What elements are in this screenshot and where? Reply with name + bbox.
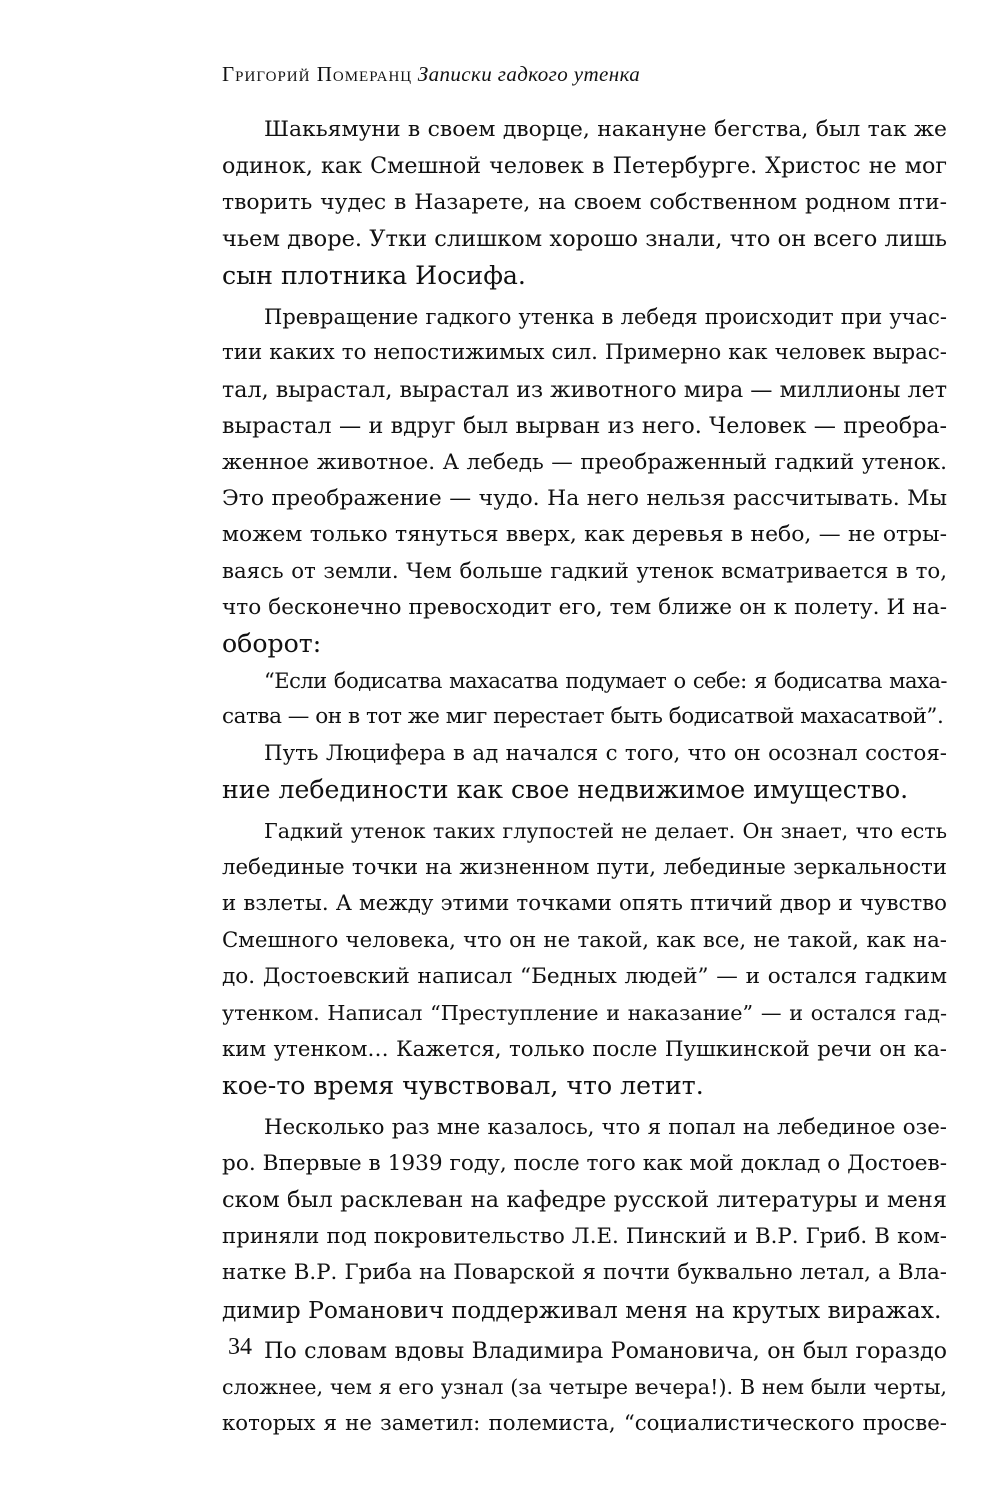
text-line: оборот: xyxy=(222,629,322,659)
text-line: ро. Впервые в 1939 году, после того как мой доклад о Достоев- xyxy=(222,1150,947,1176)
paragraph xyxy=(222,1110,947,1328)
text-line: лебединые точки на жизненном пути, лебединые зеркальности xyxy=(222,854,947,880)
text-line: тал, вырастал, вырастал из животного мира — миллионы лет xyxy=(222,376,947,403)
text-line: ким утенком… Кажется, только после Пушкинской речи он ка- xyxy=(222,1036,947,1062)
paragraph xyxy=(222,1333,947,1442)
text-line: чьем дворе. Утки слишком хорошо знали, что он всего лишь xyxy=(222,226,947,253)
quote-paragraph xyxy=(222,663,947,736)
text-line: которых я не заметил: полемиста, “социалистического просве- xyxy=(222,1410,947,1436)
text-line: Путь Люцифера в ад начался с того, что он осознал состоя- xyxy=(264,740,947,766)
text-line: сложнее, чем я его узнал (за четыре вечера!). В нем были черты, xyxy=(222,1375,947,1400)
page-number: 34 xyxy=(228,1334,252,1360)
text-line: ском был расклеван на кафедре русской литературы и меня xyxy=(222,1187,947,1214)
paragraph xyxy=(222,299,947,663)
text-line: вырастал — и вдруг был вырван из него. Человек — преобра- xyxy=(222,413,947,440)
text-line: Несколько раз мне казалось, что я попал на лебединое озе- xyxy=(264,1114,947,1140)
text-line: Превращение гадкого утенка в лебедя происходит при учас- xyxy=(264,304,947,329)
text-line: утенком. Написал “Преступление и наказание” — и остался гад- xyxy=(222,1001,947,1026)
text-line: приняли под покровительство Л.Е. Пинский и В.Р. Гриб. В ком- xyxy=(222,1223,947,1249)
text-line: Гадкий утенок таких глупостей не делает. Он знает, что есть xyxy=(264,819,947,844)
text-line: Смешного человека, что он не такой, как все, не такой, как на- xyxy=(222,927,947,953)
text-line: сын плотника Иосифа. xyxy=(222,260,526,290)
text-line: можем только тянуться вверх, как деревья в небо, — не отры- xyxy=(222,522,947,548)
paragraph xyxy=(222,813,947,1104)
text-line: до. Достоевский написал “Бедных людей” — и остался гадким xyxy=(222,963,947,989)
text-line: одинок, как Смешной человек в Петербурге. Христос не мог xyxy=(222,153,947,180)
text-line: Шакьямуни в своем дворце, накануне бегства, был так же xyxy=(264,117,947,142)
text-line: творить чудес в Назарете, на своем собственном родном пти- xyxy=(222,189,947,215)
text-line: димир Романович поддерживал меня на крутых виражах. xyxy=(222,1295,942,1324)
paragraph xyxy=(222,736,947,809)
running-head-author: Григорий Померанц xyxy=(222,62,413,86)
text-line: что бесконечно превосходит его, тем ближе он к полету. И на- xyxy=(222,595,947,621)
text-line: Это преображение — чудо. На него нельзя рассчитывать. Мы xyxy=(222,485,947,511)
text-line: кое-то время чувствовал, что летит. xyxy=(222,1071,704,1101)
text-line: натке В.Р. Гриба на Поварской я почти буквально летал, а Вла- xyxy=(222,1260,947,1286)
running-head-title: Записки гадкого утенка xyxy=(417,62,641,86)
text-line: женное животное. А лебедь — преображенный гадкий утенок. xyxy=(222,449,947,475)
text-line: ние лебединости как свое недвижимое имущество. xyxy=(222,775,909,805)
text-line: “Если бодисатва махасатва подумает о себе: я бодисатва маха- xyxy=(264,668,947,693)
body-text xyxy=(222,112,947,1442)
text-line: тии каких то непостижимых сил. Примерно как человек выраc- xyxy=(222,340,947,366)
text-line: ваясь от земли. Чем больше гадкий утенок всматривается в то, xyxy=(222,558,947,584)
text-line: сатва — он в тот же миг перестает быть бодисатвой махасатвой”. xyxy=(222,704,944,730)
text-line: и взлеты. А между этими точками опять птичий двор и чувство xyxy=(222,891,947,917)
paragraph xyxy=(222,112,947,294)
running-head xyxy=(222,62,922,87)
text-line: По словам вдовы Владимира Романовича, он был гораздо xyxy=(264,1337,947,1364)
